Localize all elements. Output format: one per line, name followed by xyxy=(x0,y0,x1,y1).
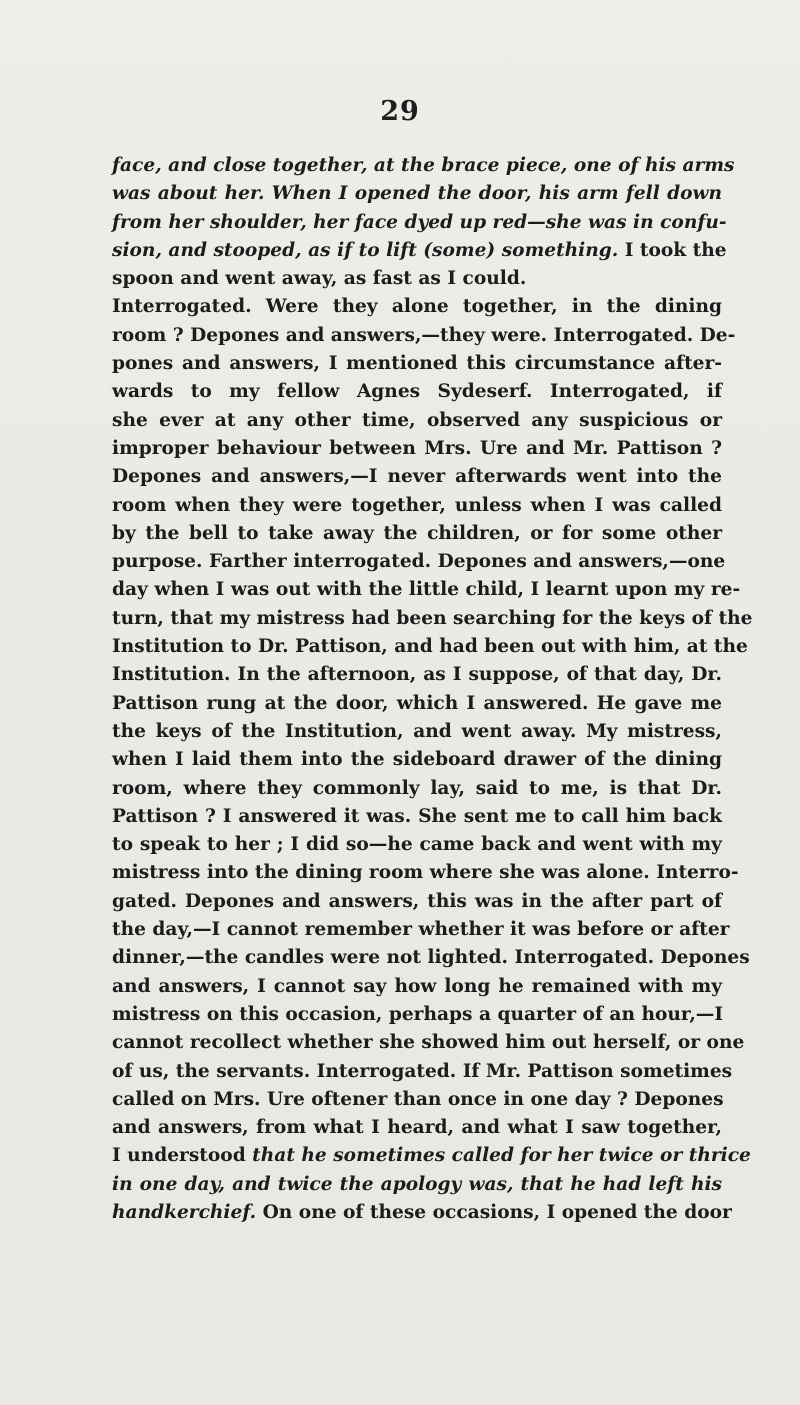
text-span: room when they were together, unless when I was called xyxy=(112,494,722,516)
text-line xyxy=(112,209,727,237)
text-line xyxy=(112,1114,722,1142)
text-span: dinner,—the candles were not lighted. Interrogated. Depones xyxy=(112,947,750,969)
text-line xyxy=(112,775,722,803)
text-span: mistress on this occasion, perhaps a quarter of an hour,—I xyxy=(112,1003,724,1025)
text-line xyxy=(112,435,722,463)
text-line xyxy=(112,265,722,293)
text-span: spoon and went away, as fast as I could. xyxy=(112,268,527,290)
text-line xyxy=(112,831,722,859)
text-line xyxy=(112,463,722,491)
text-line xyxy=(112,973,722,1001)
text-span: when I laid them into the sideboard drawer of the dining xyxy=(112,749,722,771)
text-span: the day,—I cannot remember whether it was before or after xyxy=(112,919,730,941)
text-line xyxy=(112,859,739,887)
italic-text-span: from her shoulder, her face dyed up red—she was in confu- xyxy=(112,211,727,233)
text-span: called on Mrs. Ure oftener than once in one day ? Depones xyxy=(112,1088,724,1110)
text-span: mistress into the dining room where she was alone. Interro- xyxy=(112,862,739,884)
text-line xyxy=(112,576,741,604)
body-text xyxy=(112,152,753,1227)
text-line xyxy=(112,1086,722,1114)
text-span: day when I was out with the little child, I learnt upon my re- xyxy=(112,579,741,601)
text-line xyxy=(112,944,750,972)
text-line xyxy=(112,633,748,661)
text-span: Institution. In the afternoon, as I suppose, of that day, Dr. xyxy=(112,664,722,686)
text-span: gated. Depones and answers, this was in the after part of xyxy=(112,890,722,912)
text-span: Depones and answers,—I never afterwards went into the xyxy=(112,466,722,488)
italic-text-span: was about her. When I opened the door, his arm fell down xyxy=(112,183,722,205)
text-span: by the bell to take away the children, or for some other xyxy=(112,522,722,544)
text-line xyxy=(112,1058,733,1086)
text-span: turn, that my mistress had been searching for the keys of the xyxy=(112,607,753,629)
text-line xyxy=(112,152,735,180)
text-line xyxy=(112,888,722,916)
text-span: room, where they commonly lay, said to me, is that Dr. xyxy=(112,777,722,799)
text-line xyxy=(112,350,722,378)
page-number: 29 xyxy=(380,96,420,127)
text-span: On one of these occasions, I opened the door xyxy=(256,1201,732,1223)
text-line xyxy=(112,1171,722,1199)
text-line xyxy=(112,378,722,406)
text-line xyxy=(112,1142,751,1170)
text-line xyxy=(112,520,722,548)
text-line xyxy=(112,1199,732,1227)
text-line xyxy=(112,293,722,321)
text-span: to speak to her ; I did so—he came back and went with my xyxy=(112,834,722,856)
text-line xyxy=(112,690,722,718)
text-line xyxy=(112,916,730,944)
italic-text-span: in one day, and twice the apology was, that he had left his xyxy=(112,1173,722,1195)
text-span: and answers, from what I heard, and what I saw together, xyxy=(112,1117,722,1139)
text-line xyxy=(112,548,726,576)
text-line xyxy=(112,605,753,633)
text-line xyxy=(112,180,722,208)
text-span: and answers, I cannot say how long he remained with my xyxy=(112,975,722,997)
text-span: Pattison ? I answered it was. She sent me to call him back xyxy=(112,805,722,827)
italic-text-span: face, and close together, at the brace piece, one of his arms xyxy=(112,155,735,176)
text-line xyxy=(112,1001,722,1029)
text-line xyxy=(112,322,736,350)
text-span: pones and answers, I mentioned this circumstance after- xyxy=(112,353,722,375)
italic-text-span: handkerchief. xyxy=(112,1201,257,1223)
text-line xyxy=(112,803,722,831)
text-span: I took the xyxy=(618,239,727,261)
text-span: room ? Depones and answers,—they were. Interrogated. De- xyxy=(112,324,736,346)
text-line xyxy=(112,237,727,265)
text-span: of us, the servants. Interrogated. If Mr. Pattison sometimes xyxy=(112,1060,733,1082)
text-span: purpose. Farther interrogated. Depones and answers,—one xyxy=(112,551,726,573)
text-span: Interrogated. Were they alone together, in the dining xyxy=(112,296,722,318)
text-line xyxy=(112,718,722,746)
text-line xyxy=(112,407,722,435)
text-span: she ever at any other time, observed any suspicious or xyxy=(112,409,722,431)
italic-text-span: sion, and stooped, as if to lift (some) something. xyxy=(112,239,619,261)
text-span: Pattison rung at the door, which I answered. He gave me xyxy=(112,692,722,714)
text-span: wards to my fellow Agnes Sydeserf. Interrogated, if xyxy=(112,381,722,403)
text-span: I understood xyxy=(112,1145,253,1167)
text-span: improper behaviour between Mrs. Ure and Mr. Pattison ? xyxy=(112,437,722,459)
text-line xyxy=(112,1029,745,1057)
text-span: the keys of the Institution, and went away. My mistress, xyxy=(112,720,722,742)
text-span: Institution to Dr. Pattison, and had been out with him, at the xyxy=(112,636,748,658)
italic-text-span: that he sometimes called for her twice or thrice xyxy=(252,1145,751,1167)
text-line xyxy=(112,661,722,689)
text-span: cannot recollect whether she showed him out herself, or one xyxy=(112,1032,745,1054)
text-line xyxy=(112,492,722,520)
text-line xyxy=(112,746,722,774)
